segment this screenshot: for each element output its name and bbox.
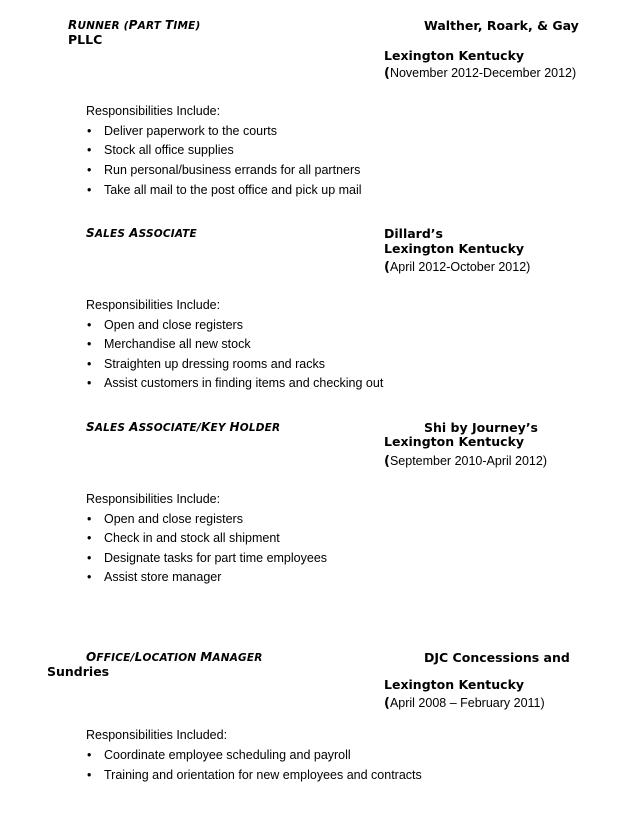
job-title: OFFICE/LOCATION MANAGER bbox=[86, 650, 263, 664]
list-item: • Straighten up dressing rooms and racks bbox=[87, 357, 325, 371]
job-title: RUNNER (PART TIME) bbox=[68, 18, 201, 32]
responsibilities-heading: Responsibilities Included: bbox=[86, 728, 228, 742]
employer: Walther, Roark, & Gay bbox=[424, 18, 579, 33]
dates: (November 2012-December 2012) bbox=[384, 66, 577, 81]
list-item: • Assist customers in finding items and checking out bbox=[87, 376, 384, 390]
location: Lexington Kentucky bbox=[384, 241, 525, 256]
responsibilities-heading: Responsibilities Include: bbox=[86, 298, 221, 312]
dates: (April 2012-October 2012) bbox=[384, 260, 531, 275]
dates: (September 2010-April 2012) bbox=[384, 454, 547, 469]
dates: (April 2008 – February 2011) bbox=[384, 696, 545, 711]
list-item: • Merchandise all new stock bbox=[87, 337, 251, 351]
location: Lexington Kentucky bbox=[384, 48, 525, 63]
list-item: • Stock all office supplies bbox=[87, 143, 234, 157]
responsibilities-heading: Responsibilities Include: bbox=[86, 104, 221, 118]
list-item: • Open and close registers bbox=[87, 512, 243, 526]
employer: Dillard’s bbox=[384, 226, 443, 241]
location: Lexington Kentucky bbox=[384, 434, 525, 449]
list-item: • Designate tasks for part time employees bbox=[87, 551, 328, 565]
responsibilities-heading: Responsibilities Include: bbox=[86, 492, 221, 506]
list-item: • Assist store manager bbox=[87, 570, 222, 584]
list-item: • Training and orientation for new employees and contracts bbox=[87, 768, 422, 782]
list-item: • Take all mail to the post office and pick up mail bbox=[87, 183, 362, 197]
location: Lexington Kentucky bbox=[384, 677, 525, 692]
list-item: • Coordinate employee scheduling and payroll bbox=[87, 748, 351, 762]
employer: DJC Concessions and bbox=[424, 650, 570, 665]
employer-continued: Sundries bbox=[47, 664, 110, 679]
job-title: SALES ASSOCIATE bbox=[86, 226, 197, 240]
employer: Shi by Journey’s bbox=[424, 420, 539, 435]
job-title: SALES ASSOCIATE/KEY HOLDER bbox=[86, 420, 281, 434]
list-item: • Run personal/business errands for all partners bbox=[87, 163, 361, 177]
list-item: • Open and close registers bbox=[87, 318, 243, 332]
list-item: • Deliver paperwork to the courts bbox=[87, 124, 277, 138]
employer-continued: PLLC bbox=[68, 32, 103, 47]
list-item: • Check in and stock all shipment bbox=[87, 531, 280, 545]
